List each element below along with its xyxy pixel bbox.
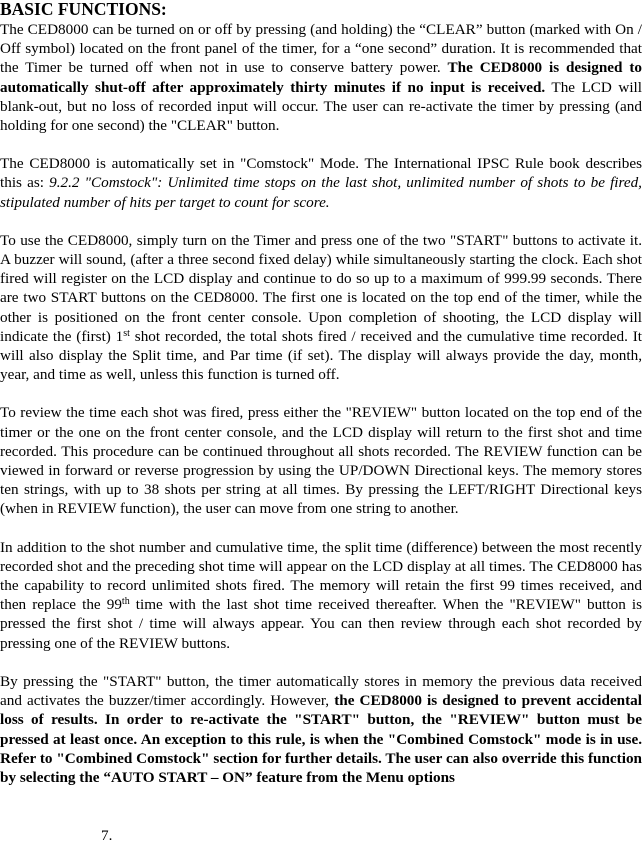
paragraph-split-text-2: time with the last shot time received thereafter. When the "REVIEW" button is pressed the first shot / time will always appear. You can then review through each shot recorded by pressing one of the REVIEW buttons. [0,596,642,652]
paragraph-power-text-1: The CED8000 can be turned on or off by pressing (and holding) the “CLEAR” button (marked with On / Off symbol) located on the front panel of the timer, for a “one second” duration. It is recommended that the Timer be turned off when not in use to conserve battery power. [0,21,642,77]
paragraph-usage [0,231,642,385]
paragraph-split-time [0,538,642,653]
ordinal-suffix-st: st [123,327,130,339]
paragraph-comstock-mode [0,154,642,212]
paragraph-power [0,20,642,135]
paragraph-split-text-1: In addition to the shot number and cumulative time, the split time (difference) between the most recently recorded shot and the preceding shot time will appear on the LCD display at all times. The CED8000 has the capability to record unlimited shots fired. The memory will retain the first 99 times received, and then replace the 99 [0,538,642,614]
paragraph-usage-text-1: To use the CED8000, simply turn on the Timer and press one of the two "START" buttons to activate it. A buzzer will sound, (after a three second fixed delay) while simultaneously starting the clock. Each shot fired will register on the LCD display and continue to do so up to a maximum of 999.99 seconds. There are two START buttons on the CED8000. The first one is located on the top end of the timer, while the other is positioned on the front center console. Upon completion of shooting, the LCD display will indicate the (first) 1 [0,231,642,345]
auto-shutoff-notice: The CED8000 is designed to automatically shut-off after approximately thirty minutes if no input is received. [0,59,642,96]
paragraph-review-text: To review the time each shot was fired, press either the "REVIEW" button located on the top end of the timer or the one on the front center console, and the LCD display will return to the first shot and time recorded. This procedure can be continued throughout all shots recorded. The REVIEW function can be viewed in forward or reverse progression by using the UP/DOWN Directional keys. The memory stores ten strings, with up to 38 shots per string at all times. By pressing the LEFT/RIGHT Directional keys (when in REVIEW function), the user can move from one string to another. [0,404,642,518]
paragraph-usage-text-2: shot recorded, the total shots fired / received and the cumulative time recorded. It will also display the Split time, and Par time (if set). The display will always provide the day, month, year, and time as well, unless this function is turned off. [0,327,642,384]
paragraph-power-text-2: The LCD will blank-out, but no loss of recorded input will occur. The user can re-activate the timer by pressing (and holding for one second) the "CLEAR" button. [0,78,642,135]
paragraph-start-text: By pressing the "START" button, the timer automatically stores in memory the previous data received and activates the buzzer/timer accordingly. However, [0,672,642,710]
page-number: 7. [101,827,113,844]
start-protection-notice: the CED8000 is designed to prevent accidental loss of results. In order to re-activate the "START" button, the "REVIEW" button must be pressed at least once. An exception to this rule, is when the "Combined Comstock" mode is in use. Refer to "Combined Comstock" section for further details. The user can also override this function by selecting the “AUTO START – ON” feature from the Menu options [0,692,642,786]
paragraph-comstock-text: The CED8000 is automatically set in "Comstock" Mode. The International IPSC Rule book describes this as: [0,155,642,192]
paragraph-review [0,403,642,518]
section-heading: BASIC FUNCTIONS: [0,0,167,19]
ordinal-suffix-th: th [121,596,130,608]
ipsc-rule-quote: 9.2.2 "Comstock": Unlimited time stops on the last shot, unlimited number of shots to be fired, stipulated number of hits per target to count for score. [0,174,642,211]
paragraph-start-protection [0,672,642,787]
